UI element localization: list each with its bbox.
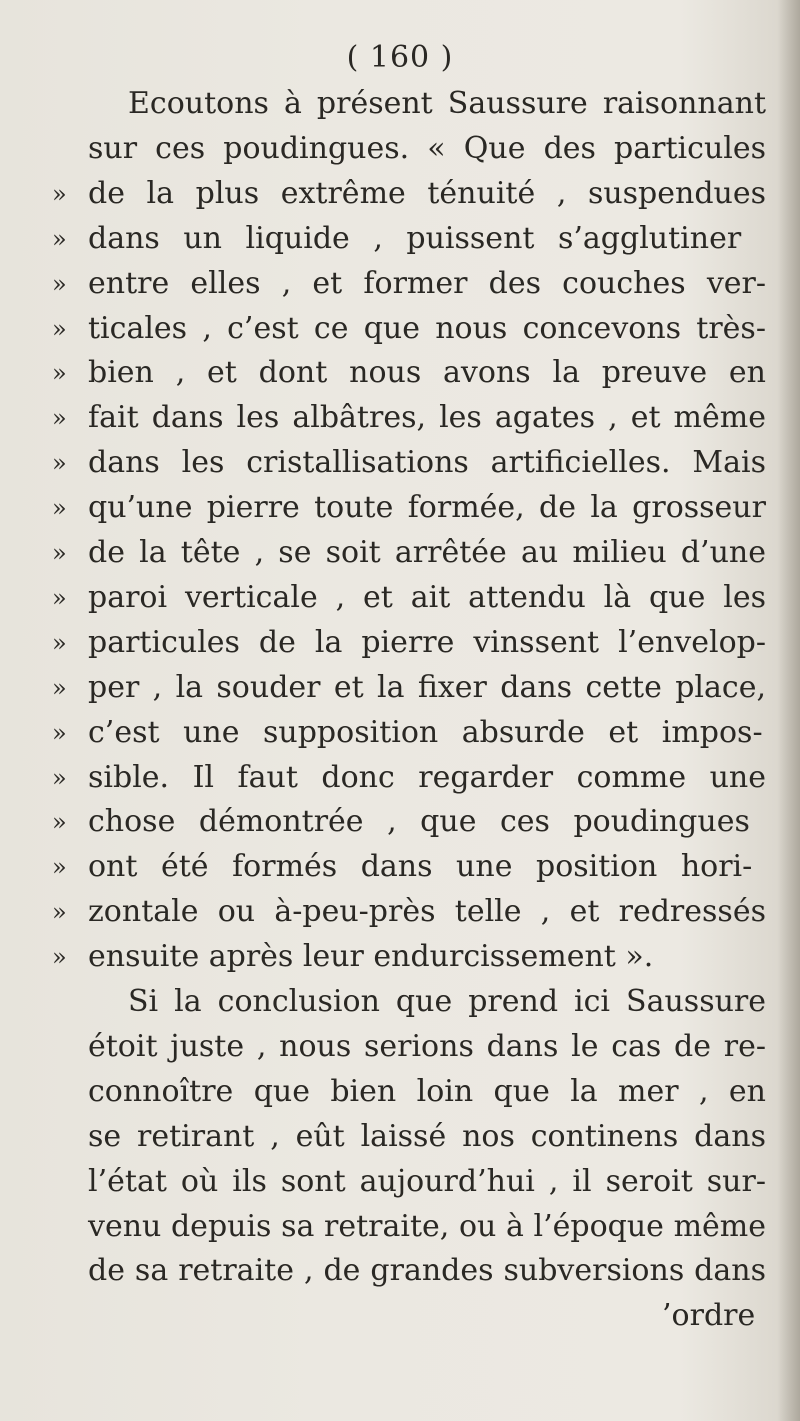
text-line	[0, 939, 800, 975]
quote-mark: »	[52, 943, 67, 972]
line-text: l’état où ils sont aujourd’hui , il seroit sur-	[88, 1163, 766, 1199]
quote-mark: »	[52, 224, 67, 253]
line-text: chose démontrée , que ces poudingues	[88, 804, 750, 840]
text-line	[0, 715, 800, 751]
line-text: bien , et dont nous avons la preuve en	[88, 355, 766, 391]
line-text: Ecoutons à présent Saussure raisonnant	[128, 86, 767, 121]
line-text: dans les cristallisations artificielles. Mais	[88, 445, 766, 481]
line-text: Si la conclusion que prend ici Saussure	[128, 984, 766, 1019]
quote-mark: »	[52, 673, 67, 702]
line-text: sible. Il faut donc regarder comme une	[88, 759, 766, 795]
quote-mark: »	[52, 179, 67, 208]
line-text: fait dans les albâtres, les agates , et même	[88, 400, 766, 436]
text-line	[0, 266, 800, 302]
line-text: c’est une supposition absurde et impos-	[88, 714, 763, 750]
quote-mark: »	[52, 763, 67, 792]
quote-mark: »	[52, 494, 67, 523]
quote-mark: »	[52, 449, 67, 478]
line-text: entre elles , et former des couches ver-	[88, 265, 767, 301]
line-text: ensuite après leur endurcissement ».	[88, 939, 654, 975]
line-text: se retirant , eût laissé nos continens dans	[88, 1118, 766, 1154]
quote-mark: »	[52, 539, 67, 567]
text-line	[0, 670, 800, 706]
text-line	[0, 490, 800, 526]
line-text: qu’une pierre toute formée, de la grosseur	[88, 490, 766, 526]
quote-mark: »	[52, 359, 67, 388]
line-text: de la tête , se soit arrêtée au milieu d’une	[88, 535, 766, 570]
text-line	[0, 445, 800, 481]
text-line	[0, 1209, 800, 1245]
text-line	[0, 221, 800, 257]
line-text: connoître que bien loin que la mer , en	[88, 1073, 766, 1109]
line-text: de sa retraite , de grandes subversions dans	[88, 1253, 766, 1289]
text-line	[0, 804, 800, 840]
text-line	[0, 400, 800, 436]
quote-mark: »	[52, 314, 67, 343]
text-line	[0, 1029, 800, 1065]
quote-mark: »	[52, 718, 67, 747]
text-line	[0, 580, 800, 616]
text-line	[0, 176, 800, 212]
line-text: étoit juste , nous serions dans le cas de re-	[88, 1028, 766, 1064]
text-line	[0, 1298, 800, 1334]
text-line	[0, 355, 800, 391]
text-line	[0, 535, 800, 571]
text-line	[0, 1253, 800, 1289]
text-line	[0, 131, 800, 167]
text-line	[0, 311, 800, 347]
line-text: dans un liquide , puissent s’agglutiner	[88, 220, 742, 256]
line-text: sur ces poudingues. « Que des particules	[88, 130, 767, 166]
quote-mark: »	[52, 628, 67, 657]
text-line	[0, 1119, 800, 1155]
line-text: zontale ou à-peu-près telle , et redressés	[88, 894, 766, 930]
quote-mark: »	[52, 404, 67, 433]
text-line	[0, 760, 800, 796]
quote-mark: »	[52, 583, 67, 612]
text-line	[0, 849, 800, 885]
text-line	[0, 894, 800, 930]
quote-mark: »	[52, 898, 67, 927]
line-text: paroi verticale , et ait attendu là que les	[88, 579, 766, 615]
line-text: venu depuis sa retraite, ou à l’époque même	[88, 1208, 766, 1244]
quote-mark: »	[52, 808, 67, 837]
line-text: per , la souder et la fixer dans cette place,	[88, 669, 767, 705]
line-text: ticales , c’est ce que nous concevons très-	[88, 310, 766, 346]
line-text: ont été formés dans une position hori-	[88, 849, 753, 885]
page-number: ( 160 )	[346, 40, 454, 75]
text-line	[0, 625, 800, 661]
text-line	[0, 1074, 800, 1110]
line-text: de la plus extrême ténuité , suspendues	[88, 175, 767, 211]
text-line	[0, 86, 800, 122]
quote-mark: »	[52, 269, 67, 298]
quote-mark: »	[52, 853, 67, 882]
text-line	[0, 984, 800, 1020]
line-text: particules de la pierre vinssent l’envelop-	[88, 624, 766, 660]
text-line	[0, 1164, 800, 1200]
line-text: ’ordre	[662, 1298, 756, 1334]
